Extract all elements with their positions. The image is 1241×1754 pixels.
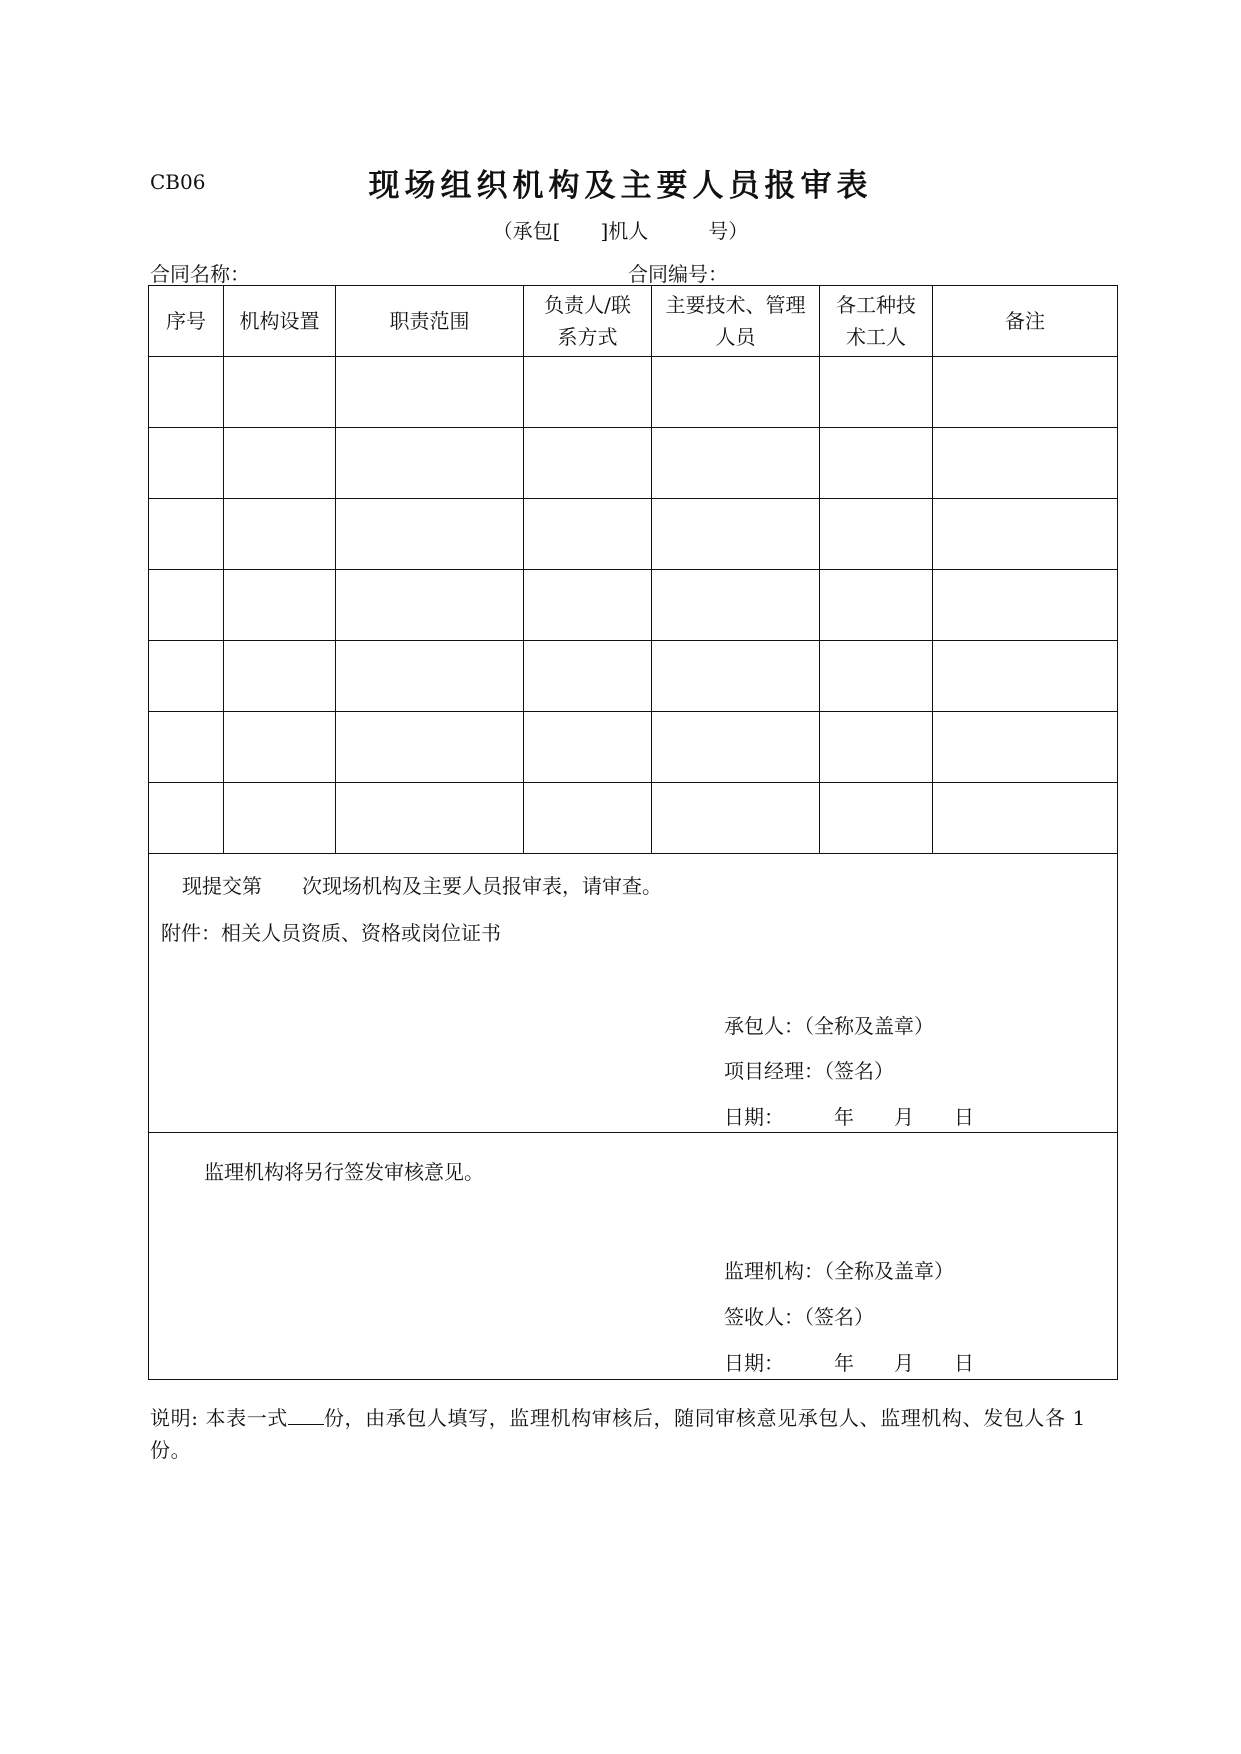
table-cell[interactable] bbox=[336, 570, 524, 641]
table-cell[interactable] bbox=[933, 428, 1118, 499]
contract-number-label: 合同编号： bbox=[628, 262, 728, 286]
table-row bbox=[149, 783, 1118, 854]
table-cell[interactable] bbox=[224, 357, 336, 428]
copies-blank bbox=[288, 1404, 324, 1425]
table-cell[interactable] bbox=[524, 570, 652, 641]
table-cell[interactable] bbox=[820, 499, 933, 570]
footer-note-suffix: 份，由承包人填写，监理机构审核后，随同审核意见承包人、监理机构、发包人各 1 份。 bbox=[150, 1406, 1086, 1462]
table-cell[interactable] bbox=[524, 357, 652, 428]
table-cell[interactable] bbox=[149, 641, 224, 712]
supervisor-section-row bbox=[149, 1133, 1118, 1380]
table-cell[interactable] bbox=[524, 428, 652, 499]
receiver-label: 签收人：（签名） bbox=[724, 1305, 874, 1329]
table-cell[interactable] bbox=[524, 783, 652, 854]
header-cell-contact: 负责人/联 系方式 bbox=[524, 286, 652, 357]
review-opinion-text: 监理机构将另行签发审核意见。 bbox=[204, 1160, 484, 1184]
table-cell[interactable] bbox=[336, 712, 524, 783]
form-title: 现场组织机构及主要人员报审表 bbox=[368, 168, 873, 204]
table-row bbox=[149, 570, 1118, 641]
table-cell[interactable] bbox=[820, 641, 933, 712]
table-cell[interactable] bbox=[149, 428, 224, 499]
table-cell[interactable] bbox=[336, 499, 524, 570]
table-cell[interactable] bbox=[652, 499, 820, 570]
personnel-table bbox=[148, 285, 1118, 1380]
contractor-section bbox=[149, 854, 1118, 1133]
contractor-section-row bbox=[149, 854, 1118, 1133]
table-cell[interactable] bbox=[336, 783, 524, 854]
table-row bbox=[149, 641, 1118, 712]
table-cell[interactable] bbox=[224, 570, 336, 641]
contractor-date-label: 日期： 年 月 日 bbox=[724, 1105, 974, 1129]
table-cell[interactable] bbox=[933, 570, 1118, 641]
contract-name-label: 合同名称： bbox=[150, 262, 250, 286]
supervisor-section bbox=[149, 1133, 1118, 1380]
supervisor-date-label: 日期： 年 月 日 bbox=[724, 1351, 974, 1375]
table-cell[interactable] bbox=[820, 428, 933, 499]
table-header-row bbox=[149, 286, 1118, 357]
table-cell[interactable] bbox=[933, 712, 1118, 783]
table-cell[interactable] bbox=[336, 357, 524, 428]
header-cell-duty: 职责范围 bbox=[336, 286, 524, 357]
table-cell[interactable] bbox=[149, 570, 224, 641]
footer-note-prefix: 说明: 本表一式 bbox=[150, 1406, 288, 1430]
table-cell[interactable] bbox=[149, 499, 224, 570]
table-cell[interactable] bbox=[820, 357, 933, 428]
footer-note bbox=[150, 1402, 1120, 1466]
header-cell-staff: 主要技术、管理 人员 bbox=[652, 286, 820, 357]
table-cell[interactable] bbox=[524, 641, 652, 712]
table-cell[interactable] bbox=[224, 712, 336, 783]
header-cell-seq: 序号 bbox=[149, 286, 224, 357]
submit-text: 现提交第 次现场机构及主要人员报审表，请审查。 bbox=[182, 874, 662, 898]
table-cell[interactable] bbox=[524, 712, 652, 783]
header-cell-org: 机构设置 bbox=[224, 286, 336, 357]
table-cell[interactable] bbox=[652, 783, 820, 854]
table-cell[interactable] bbox=[336, 428, 524, 499]
table-row bbox=[149, 428, 1118, 499]
table-cell[interactable] bbox=[524, 499, 652, 570]
table-cell[interactable] bbox=[149, 712, 224, 783]
project-manager-label: 项目经理：（签名） bbox=[724, 1059, 894, 1083]
form-code: CB06 bbox=[150, 170, 206, 194]
table-cell[interactable] bbox=[224, 641, 336, 712]
table-cell[interactable] bbox=[820, 570, 933, 641]
table-row bbox=[149, 499, 1118, 570]
table-cell[interactable] bbox=[224, 783, 336, 854]
table-cell[interactable] bbox=[224, 428, 336, 499]
table-cell[interactable] bbox=[652, 712, 820, 783]
table-cell[interactable] bbox=[336, 641, 524, 712]
table-cell[interactable] bbox=[652, 357, 820, 428]
table-cell[interactable] bbox=[820, 783, 933, 854]
supervisor-signature-label: 监理机构：（全称及盖章） bbox=[724, 1259, 954, 1283]
table-cell[interactable] bbox=[224, 499, 336, 570]
table-cell[interactable] bbox=[652, 641, 820, 712]
table-cell[interactable] bbox=[820, 712, 933, 783]
header-cell-remarks: 备注 bbox=[933, 286, 1118, 357]
table-cell[interactable] bbox=[652, 428, 820, 499]
table-cell[interactable] bbox=[933, 641, 1118, 712]
form-subtitle: （承包[ ]机人 号） bbox=[492, 219, 749, 243]
table-row bbox=[149, 712, 1118, 783]
table-cell[interactable] bbox=[933, 499, 1118, 570]
contractor-signature-label: 承包人：（全称及盖章） bbox=[724, 1014, 934, 1038]
table-cell[interactable] bbox=[933, 783, 1118, 854]
table-cell[interactable] bbox=[652, 570, 820, 641]
table-cell[interactable] bbox=[933, 357, 1118, 428]
table-row bbox=[149, 357, 1118, 428]
table-cell[interactable] bbox=[149, 783, 224, 854]
table-cell[interactable] bbox=[149, 357, 224, 428]
attachment-text: 附件：相关人员资质、资格或岗位证书 bbox=[161, 921, 501, 945]
header-cell-workers: 各工种技 术工人 bbox=[820, 286, 933, 357]
